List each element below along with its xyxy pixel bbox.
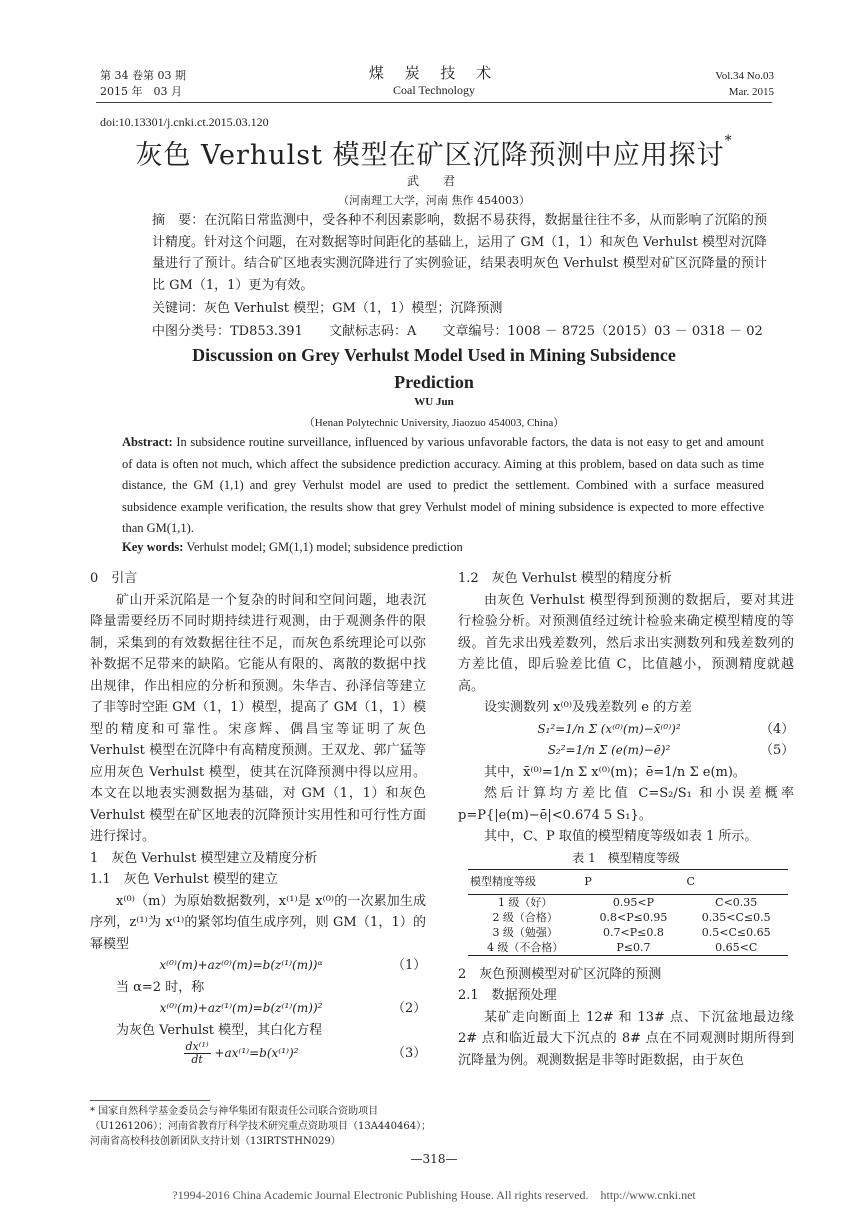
paper-title-en-line2: Prediction: [394, 372, 474, 392]
keywords-en: [122, 540, 463, 555]
paper-title: [0, 133, 868, 172]
table-header-p: P: [582, 870, 684, 895]
equation-2-body: x⁽⁰⁾(m)+az⁽¹⁾(m)=b(z⁽¹⁾(m))²: [159, 1001, 323, 1015]
mean-paragraph: 其中，x̄⁽⁰⁾=1/n Σ x⁽⁰⁾(m)；ē=1/n Σ e(m)。: [484, 764, 746, 780]
paper-title-en: [0, 342, 868, 396]
equation-1-number: （1）: [392, 958, 427, 973]
ratio-paragraph: 然后计算均方差比值 C=S₂/S₁ 和小误差概率 p=P{|e(m)−ē|<0.674 5 S₁}。: [458, 786, 794, 823]
affiliation-en: （Henan Polytechnic University, Jiaozuo 454003, China）: [303, 417, 565, 429]
keywords-cn: 关键词：灰色 Verhulst 模型；GM（1，1）模型；沉降预测: [152, 301, 503, 316]
author-en: WU Jun: [414, 396, 454, 408]
equation-4-number: （4）: [760, 721, 795, 737]
right-column: [458, 568, 794, 1071]
variance-paragraph: 设实测数列 x⁽⁰⁾及残差数列 e 的方差: [484, 700, 693, 715]
issue-volume: 第 34 卷第 03 期: [100, 69, 186, 82]
verhulst-paragraph: 为灰色 Verhulst 模型，其白化方程: [116, 1022, 323, 1038]
alpha-paragraph: 当 α=2 时，称: [116, 979, 205, 995]
equation-5: [458, 740, 794, 762]
table-cell: 0.7<P≤0.8: [603, 925, 664, 939]
issue-date-en: Mar. 2015: [728, 86, 774, 98]
article-number: 文章编号：1008 － 8725（2015）03 － 0318 － 02: [442, 324, 763, 339]
table-ref-paragraph: 其中，C、P 取值的模型精度等级如表 1 所示。: [484, 829, 758, 844]
footnote: * 国家自然科学基金委员会与神华集团有限责任公司联合资助项目（U1261206）；河南省教育厅科学技术研究重点资助项目（13A440464）；河南省高校科技创新团队支持计划（13IRTSTHN029）: [90, 1106, 432, 1147]
table-header-grade: 模型精度等级: [468, 870, 582, 895]
section-intro-heading: 0 引言: [90, 571, 138, 586]
table-cell: 0.35<C≤0.5: [701, 910, 771, 924]
left-column: [90, 568, 426, 1066]
abstract-en-label: Abstract:: [122, 435, 173, 449]
journal-issue-info-en: [715, 68, 774, 100]
page-number: —318—: [410, 1152, 458, 1166]
section-1-1-heading: 1.1 灰色 Verhulst 模型的建立: [90, 872, 278, 887]
classification-line: [152, 320, 785, 339]
abstract-en: [122, 432, 764, 540]
journal-name-en: Coal Technology: [393, 83, 475, 97]
table-cell: 0.95<P: [612, 895, 654, 909]
equation-5-body: S₂²=1/n Σ (e(m)−ē)²: [547, 743, 671, 757]
equation-4-body: S₁²=1/n Σ (x⁽⁰⁾(m)−x̄⁽⁰⁾)²: [537, 721, 681, 736]
equation-3-numerator: dx⁽¹⁾: [185, 1040, 209, 1053]
equation-3-number: （3）: [392, 1045, 427, 1061]
journal-name-cn: 煤 炭 技 术: [368, 64, 500, 82]
issue-volume-en: Vol.34 No.03: [715, 70, 774, 82]
equation-3-body: [90, 1041, 392, 1066]
section-1-2-heading: 1.2 灰色 Verhulst 模型的精度分析: [458, 571, 672, 586]
table-row: [468, 894, 788, 910]
section-1-heading: 1 灰色 Verhulst 模型建立及精度分析: [90, 850, 318, 866]
copyright-footer: ?1994-2016 China Academic Journal Electronic Publishing House. All rights reserved. http://www.cnki.net: [172, 1188, 696, 1202]
table-cell: 0.8<P≤0.95: [599, 910, 668, 924]
table-cell: 4 级（不合格）: [468, 940, 582, 956]
table-header-row: [468, 870, 788, 895]
table-row: [468, 910, 788, 925]
issue-date: 2015 年 03 月: [100, 85, 182, 98]
equation-3-rest: +ax⁽¹⁾=b(x⁽¹⁾)²: [214, 1046, 299, 1060]
equation-3-denominator: dt: [191, 1053, 203, 1066]
section-2-1-heading: 2.1 数据预处理: [458, 988, 557, 1003]
table-cell: C<0.35: [715, 895, 758, 909]
table-1-caption: 表 1 模型精度等级: [572, 850, 680, 865]
model-paragraph: x⁽⁰⁾（m）为原始数据数列，x⁽¹⁾是 x⁽⁰⁾的一次累加生成序列，z⁽¹⁾为 x⁽¹⁾的紧邻均值生成序列，则 GM（1，1）的幂模型: [90, 893, 426, 952]
equation-1-body: x⁽⁰⁾(m)+az⁽⁰⁾(m)=b(z⁽¹⁾(m))ᵅ: [159, 958, 323, 972]
table-cell: 3 级（勉强）: [492, 925, 558, 939]
abstract-cn: [122, 210, 767, 296]
abstract-cn-text: 摘 要：在沉陷日常监测中，受各种不利因素影响，数据不易获得，数据量往往不多，从而影响了沉陷的预计精度。针对这个问题，在对数据等时间距化的基础上，运用了 GM（1，1）和灰色 Verhulst 模型对沉降量进行了预计。结合矿区地表实测沉降进行了实例验证，结果表明灰色 Verhulst 模型对矿区沉降量的预计比 GM（1，1）更为有效。: [152, 213, 767, 293]
table-cell: P≤0.7: [582, 940, 684, 956]
table-row: [468, 925, 788, 940]
keywords-en-label: Key words:: [122, 540, 184, 554]
affiliation: （河南理工大学，河南 焦作 454003）: [338, 194, 530, 207]
section-2-heading: 2 灰色预测模型对矿区沉降的预测: [458, 966, 662, 982]
equation-2-number: （2）: [392, 1001, 427, 1016]
keywords-en-text: Verhulst model; GM(1,1) model; subsidence prediction: [186, 540, 463, 554]
paper-title-en-line1: Discussion on Grey Verhulst Model Used in Mining Subsidence: [192, 345, 676, 365]
paper-title-text: 灰色 Verhulst 模型在矿区沉降预测中应用探讨: [135, 140, 725, 171]
equation-5-number: （5）: [760, 743, 795, 758]
table-row: [468, 940, 788, 956]
table-header-c: C: [684, 870, 788, 895]
clc-number: 中图分类号：TD853.391: [152, 324, 303, 339]
funding-mark: *: [724, 133, 733, 149]
equation-3-fraction: [184, 1041, 211, 1066]
author: 武 君: [406, 174, 461, 188]
table-cell: 0.5<C≤0.65: [701, 925, 771, 939]
data-preprocess-paragraph: 某矿走向断面上 12# 和 13# 点、下沉盆地最边缘 2# 点和临近最大下沉点的 8# 点在不同观测时期所得到沉降量为例。观测数据是非等时距数据，由于灰色: [458, 1009, 794, 1068]
table-cell: 2 级（合格）: [492, 910, 558, 924]
doi[interactable]: doi:10.13301/j.cnki.ct.2015.03.120: [100, 115, 269, 129]
equation-2: [90, 998, 426, 1020]
footnote-rule: [90, 1100, 210, 1101]
equation-4: [458, 719, 794, 741]
abstract-en-text: In subsidence routine surveillance, influenced by various unfavorable factors, the data is not easy to get and amount of data is often not much, which affect the subsidence prediction accuracy. Aiming at this problem, based on data such as time distance, the GM (1,1) and grey Verhulst model are used to predict the settlement. Combined with a surface measured subsidence example verification, the results show that grey Verhulst model of mining subsidence is expected to more effective than GM(1,1).: [122, 435, 765, 536]
equation-1: [90, 955, 426, 977]
header-rule: [96, 102, 772, 103]
equation-3: [90, 1041, 426, 1066]
accuracy-table: [468, 869, 788, 956]
table-cell: 1 级（好）: [497, 895, 553, 909]
accuracy-paragraph: 由灰色 Verhulst 模型得到预测的数据后，要对其进行检验分析。对预测值经过统计检验来确定模型精度的等级。首先求出残差数列，然后求出实测数列和残差数列的方差比值，即后验差比值 C，比值越小，预测精度就越高。: [458, 592, 794, 694]
document-code: 文献标志码：A: [329, 324, 417, 339]
intro-paragraph: 矿山开采沉陷是一个复杂的时间和空间问题，地表沉降量需要经历不同时期持续进行观测，由于观测条件的限制，采集到的有效数据往往不足，而灰色系统理论可以弥补数据不足带来的缺陷。它能从有限的、离散的数据中找出规律，作出相应的分析和预测。朱华吉、孙泽信等建立了非等时空距 GM（1，1）模型，提高了 GM（1，1）模型的精度和可靠性。宋彦辉、偶昌宝等证明了灰色 Verhulst 模型在沉降中有高精度预测。王双龙、郭广猛等应用灰色 Verhulst 模型，使其在沉降预测中得以应用。本文在以地表实测数据为基础，对 GM（1，1）和灰色 Verhulst 模型在矿区地表的沉降预计实用性和可行性方面进行探讨。: [90, 592, 426, 844]
table-cell: 0.65<C: [684, 940, 788, 956]
